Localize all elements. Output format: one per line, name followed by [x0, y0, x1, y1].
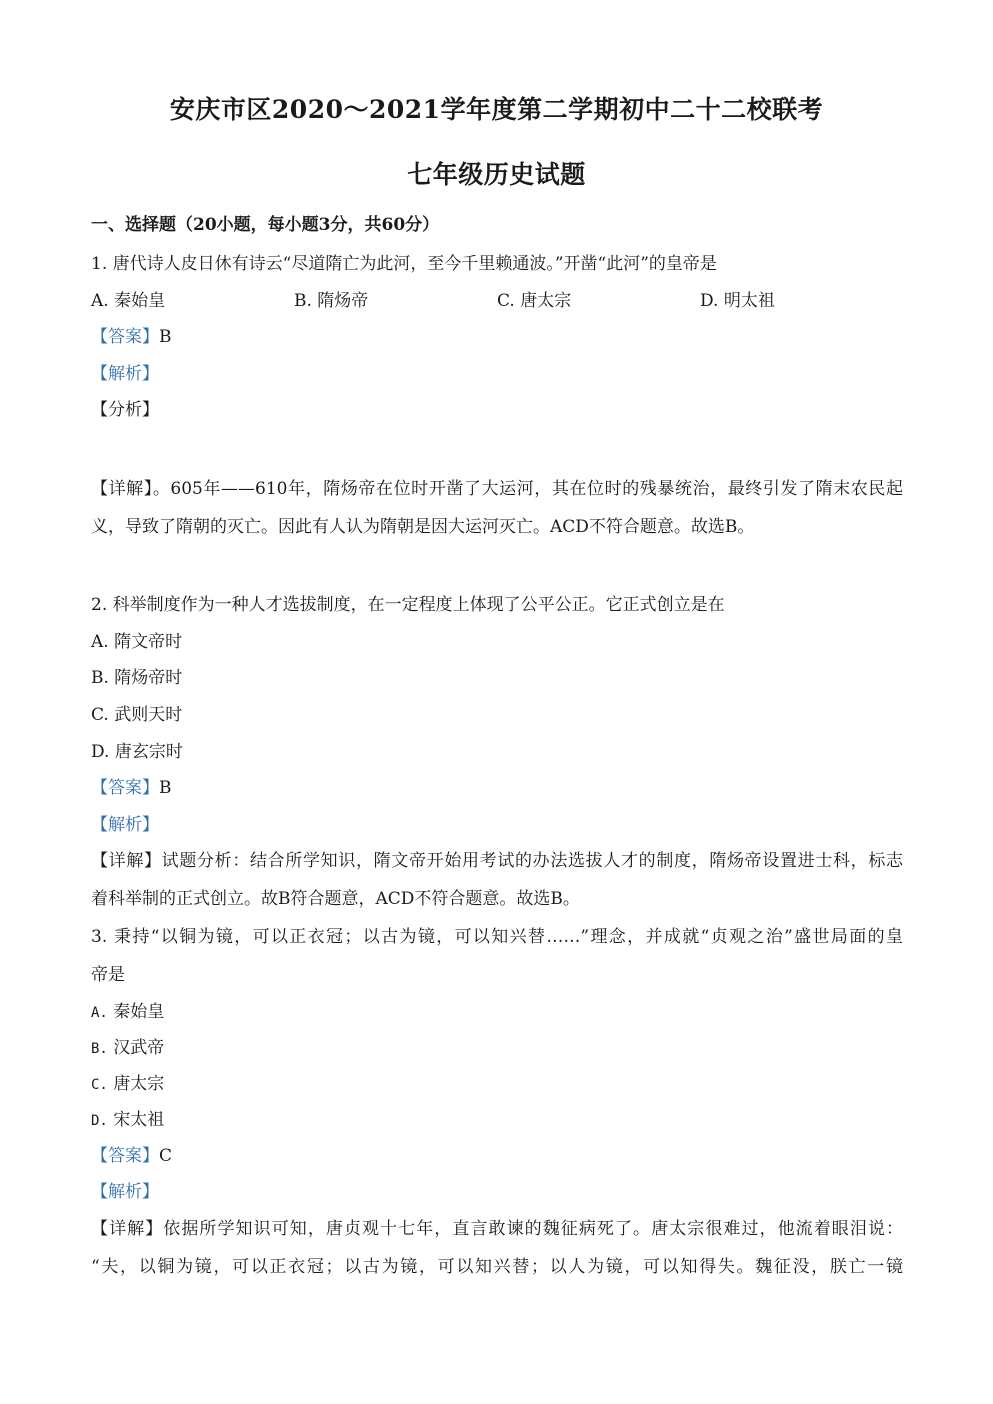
- question-2-option-c: C. 武则天时: [91, 705, 183, 725]
- question-3-detail-line-1: [91, 1218, 903, 1240]
- question-3-analysis-label: 【解析】: [91, 1182, 159, 1202]
- question-2-analysis-label: 【解析】: [91, 815, 159, 835]
- answer-value: B: [159, 327, 172, 347]
- answer-label: 【答案】: [91, 778, 159, 798]
- question-1-answer: [91, 326, 172, 348]
- question-3-option-c: [91, 1073, 164, 1096]
- question-2-detail-line-2: 着科举制的正式创立。故B符合题意，ACD不符合题意。故选B。: [91, 889, 580, 909]
- question-3-stem-line-2: 帝是: [91, 965, 125, 985]
- question-1-fenxi-label: 【分析】: [91, 400, 159, 420]
- option-letter: A.: [91, 1005, 108, 1021]
- question-1-detail-line-2: 义，导致了隋朝的灭亡。因此有人认为隋朝是因大运河灭亡。ACD不符合题意。故选B。: [91, 517, 755, 537]
- question-1-analysis-label: 【解析】: [91, 364, 159, 384]
- detail-label: 【详解】: [91, 851, 162, 871]
- detail-text: 试题分析：结合所学知识，隋文帝开始用考试的办法选拔人才的制度，隋炀帝设置进士科，标志: [161, 851, 904, 871]
- answer-value: C: [159, 1146, 173, 1166]
- question-1-stem: 1. 唐代诗人皮日休有诗云“尽道隋亡为此河，至今千里赖通波。”开凿“此河”的皇帝是: [91, 254, 717, 274]
- question-2-option-d: D. 唐玄宗时: [91, 742, 183, 762]
- question-3-option-a: [91, 1001, 164, 1024]
- detail-label: 【详解】: [91, 479, 153, 499]
- question-2-stem: 2. 科举制度作为一种人才选拔制度，在一定程度上体现了公平公正。它正式创立是在: [91, 595, 725, 615]
- question-2-detail-line-1: [91, 850, 903, 872]
- question-3-option-d: [91, 1109, 164, 1132]
- question-3-detail-line-2: “夫，以铜为镜，可以正衣冠；以古为镜，可以知兴替；以人为镜，可以知得失。魏征没，朕亡一镜: [91, 1257, 903, 1277]
- exam-title: 安庆市区2020～2021学年度第二学期初中二十二校联考: [169, 95, 824, 124]
- detail-label: 【详解】: [91, 1219, 164, 1239]
- option-letter: D.: [91, 1113, 108, 1129]
- section-heading: 一、选择题（20小题，每小题3分，共60分）: [91, 215, 440, 235]
- answer-label: 【答案】: [91, 327, 159, 347]
- question-1-option-d: D. 明太祖: [700, 291, 775, 311]
- option-text: 唐太宗: [113, 1074, 165, 1094]
- detail-text: 。605年——610年，隋炀帝在位时开凿了大运河，其在位时的残暴统治，最终引发了隋末农民起: [152, 479, 903, 499]
- question-2-answer: [91, 777, 172, 799]
- question-3-answer: [91, 1145, 172, 1167]
- question-2-option-a: A. 隋文帝时: [91, 632, 183, 652]
- option-text: 汉武帝: [113, 1038, 165, 1058]
- exam-subtitle: 七年级历史试题: [407, 160, 586, 189]
- question-2-option-b: B. 隋炀帝时: [91, 668, 183, 688]
- detail-text: 依据所学知识可知，唐贞观十七年，直言敢谏的魏征病死了。唐太宗很难过，他流着眼泪说：: [163, 1219, 904, 1239]
- option-text: 宋太祖: [113, 1110, 165, 1130]
- option-text: 秦始皇: [113, 1002, 165, 1022]
- question-3-stem-line-1: 3. 秉持“以铜为镜，可以正衣冠；以古为镜，可以知兴替……”理念，并成就“贞观之治”盛世局面的皇: [91, 927, 903, 947]
- question-1-option-b: B. 隋炀帝: [294, 291, 369, 311]
- question-1-detail-line-1: [91, 478, 903, 500]
- question-3-option-b: [91, 1037, 164, 1060]
- question-1-option-c: C. 唐太宗: [497, 291, 572, 311]
- answer-label: 【答案】: [91, 1146, 159, 1166]
- question-1-option-a: A. 秦始皇: [91, 291, 166, 311]
- option-letter: B.: [91, 1041, 108, 1057]
- answer-value: B: [159, 778, 172, 798]
- option-letter: C.: [91, 1077, 108, 1093]
